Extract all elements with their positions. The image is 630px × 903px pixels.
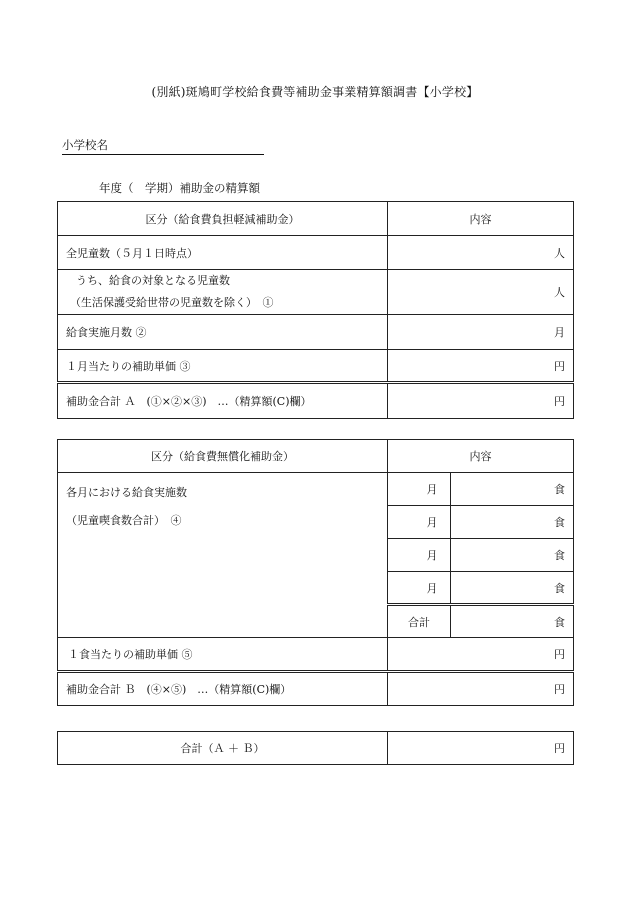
grand-total-table [57, 731, 574, 765]
row-eligible-students-value[interactable] [388, 270, 574, 315]
meals-line1: 各月における給食実施数 [66, 486, 187, 499]
meals-count-label [58, 473, 388, 638]
meal-unit-price-label: １食当たりの補助単価 ⑤ [58, 638, 388, 672]
school-name-field[interactable]: 小学校名 [62, 137, 264, 155]
year-period-line: 年度（ 学期）補助金の精算額 [99, 181, 260, 195]
grand-total-value[interactable] [388, 732, 574, 765]
row-months-label: 給食実施月数 ② [58, 315, 388, 350]
meals-line2: （児童喫食数合計） ④ [66, 514, 182, 527]
month-cell[interactable] [388, 473, 451, 506]
header-content-b: 内容 [388, 440, 574, 473]
row-eligible-students-label [58, 270, 388, 315]
row-total-students-value[interactable] [388, 236, 574, 270]
eligible-line1: うち、給食の対象となる児童数 [76, 274, 230, 287]
unit-label: 円 [554, 359, 565, 373]
month-cell[interactable] [388, 506, 451, 539]
subsidy-table-b [57, 439, 574, 706]
meal-unit: 食 [554, 516, 565, 529]
row-months-value[interactable] [388, 315, 574, 350]
month-unit: 月 [426, 516, 438, 529]
header-category-b: 区分（給食費無償化補助金） [58, 440, 388, 473]
subsidy-table-a [57, 201, 574, 419]
month-cell[interactable] [388, 572, 451, 605]
unit-label: 円 [554, 742, 565, 755]
meal-unit: 食 [554, 483, 565, 496]
meal-unit-price-value[interactable] [388, 638, 574, 672]
row-unit-price-label: １月当たりの補助単価 ③ [58, 350, 388, 383]
month-unit: 月 [426, 483, 438, 496]
row-total-b-label: 補助金合計 Ｂ (④×⑤) …（精算額(C)欄） [58, 672, 388, 706]
unit-label: 円 [554, 395, 565, 408]
subtotal-meals-cell[interactable] [451, 605, 574, 638]
row-total-a-value[interactable] [388, 383, 574, 419]
header-content-a: 内容 [388, 202, 574, 236]
unit-label: 人 [554, 286, 565, 299]
row-total-students-label: 全児童数（５月１日時点） [58, 236, 388, 270]
month-cell[interactable] [388, 539, 451, 572]
meal-unit: 食 [554, 549, 565, 562]
unit-label: 円 [554, 683, 565, 696]
header-category-a: 区分（給食費負担軽減補助金） [58, 202, 388, 236]
grand-total-label: 合計（Ａ ＋ Ｂ） [58, 732, 388, 765]
unit-label: 円 [554, 648, 565, 661]
unit-label: 月 [554, 326, 565, 339]
row-unit-price-value[interactable] [388, 350, 574, 383]
meals-cell[interactable] [451, 572, 574, 605]
row-total-b-value[interactable] [388, 672, 574, 706]
meals-cell[interactable] [451, 539, 574, 572]
month-unit: 月 [426, 549, 438, 562]
eligible-line2: （生活保護受給世帯の児童数を除く） ① [70, 296, 274, 309]
unit-label: 人 [554, 246, 565, 260]
subtotal-label: 合計 [388, 605, 451, 638]
row-total-a-label: 補助金合計 Ａ (①×②×③) …（精算額(C)欄） [58, 383, 388, 419]
meals-cell[interactable] [451, 473, 574, 506]
meal-unit: 食 [554, 581, 565, 595]
month-unit: 月 [426, 581, 438, 595]
document-title: (別紙)斑鳩町学校給食費等補助金事業精算額調書【小学校】 [151, 85, 479, 99]
meal-unit: 食 [554, 615, 565, 629]
meals-cell[interactable] [451, 506, 574, 539]
